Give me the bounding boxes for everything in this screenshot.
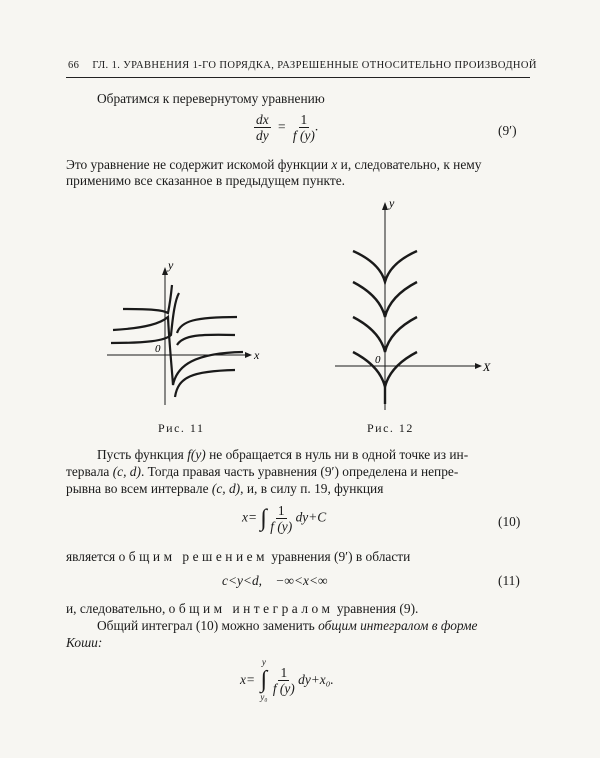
p4-a: и, следовательно, (66, 601, 166, 616)
equation-11: c<y<d, −∞<x<∞ (222, 573, 328, 588)
fig11-y-label: y (168, 258, 174, 272)
p2-l2-b: . Тогда правая часть уравнения (9′) определена и непре- (140, 464, 459, 479)
fig12-origin: 0 (375, 354, 381, 366)
page-number: 66 (68, 60, 80, 71)
fig11-curves (111, 285, 243, 397)
fig11-x-arrow (245, 352, 252, 358)
figure-11 (95, 255, 265, 415)
eq10-fraction (270, 503, 292, 534)
p4-spaced: общим интегралом (168, 601, 334, 616)
paragraph-5-line-1 (97, 617, 477, 634)
eq9-rhs-den: f (y) (292, 128, 315, 143)
paragraph-4 (66, 600, 418, 617)
fig12-x-label: X (483, 360, 491, 374)
eq9-equals: = (278, 118, 286, 134)
fig12-y-arrow (382, 202, 388, 210)
equation-9-prime (254, 112, 318, 143)
running-header (68, 60, 537, 71)
cauchy-fraction (273, 665, 295, 696)
paragraph-3 (66, 548, 410, 565)
eq9-rhs-num: 1 (300, 112, 308, 127)
eq11-number: (11) (498, 573, 520, 588)
equation-cauchy (240, 658, 334, 702)
p2-l2-a: тервала (66, 464, 110, 479)
fig11-curve-5 (177, 317, 237, 333)
eq9-lhs-num: dx (256, 112, 269, 127)
header-rule (66, 77, 530, 78)
fig12-caption: Рис. 12 (367, 421, 414, 435)
p1-a: Это уравнение не содержит искомой функции (66, 157, 328, 172)
p2-l3-a: рывна во всем интервале (66, 481, 209, 496)
running-title: ГЛ. 1. УРАВНЕНИЯ 1-ГО ПОРЯДКА, РАЗРЕШЕННЫЕ ОТНОСИТЕЛЬНО ПРОИЗВОДНОЙ (92, 60, 537, 71)
fig12-x-arrow (475, 363, 482, 369)
cauchy-lower-limit: y₀ (260, 692, 268, 702)
fig12-y-label: y (389, 196, 395, 210)
p1-b: и, следовательно, к нему (340, 157, 482, 172)
paragraph-2-line-1 (97, 446, 468, 463)
cauchy-den: f (y) (272, 680, 295, 696)
fig11-x-label: x (254, 348, 260, 362)
figure-12 (325, 195, 495, 417)
eq9-rhs-fraction (293, 112, 315, 143)
eq9-lhs-fraction (254, 112, 271, 143)
eq9-number: (9′) (498, 123, 517, 138)
fig11-curve-2 (113, 317, 243, 385)
p2-l3-cd: (c, d) (211, 481, 241, 496)
p5-a: Общий интеграл (10) можно заменить (97, 618, 315, 633)
p1-x: x (331, 157, 338, 172)
p3-a: является (66, 549, 116, 564)
p2-l1-f: f(y) (187, 447, 206, 462)
eq10-num: 1 (277, 503, 285, 518)
eq10-integral-sign: ∫ (260, 505, 267, 532)
equation-10 (242, 503, 326, 534)
cauchy-integral (260, 658, 267, 702)
p2-l3-b: , и, в силу п. 19, функция (240, 481, 384, 496)
fig11-caption: Рис. 11 (158, 421, 205, 435)
cauchy-num: 1 (280, 664, 288, 680)
cauchy-lhs: x= (240, 672, 255, 687)
cauchy-tail: dy+x₀. (298, 672, 334, 687)
eq10-lhs: x= (242, 509, 257, 525)
p3-b: уравнения (9′) в области (271, 549, 411, 564)
p2-l1-b: не обращается в нуль ни в одной точке из ин- (209, 447, 469, 462)
eq9-tail: . (314, 118, 319, 134)
paragraph-1-line-1 (66, 156, 536, 173)
cauchy-upper-limit: y (261, 657, 266, 667)
eq9-lhs-den: dy (256, 128, 269, 143)
paragraph-1-line-2: применимо все сказанное в предыдущем пункте. (66, 173, 346, 188)
p2-l1-a: Пусть функция (97, 447, 184, 462)
p5-italic-1: общим интегралом в форме (318, 618, 478, 633)
p4-b: уравнения (9). (336, 601, 419, 616)
fig11-curve-4 (175, 370, 235, 397)
paragraph-5-line-2: Коши: (66, 635, 103, 650)
intro-text: Обратимся к перевернутому уравнению (97, 91, 325, 106)
paragraph-2-line-2 (66, 463, 458, 480)
p3-spaced: общим решением (118, 549, 269, 564)
eq10-den: f (y) (270, 519, 293, 534)
paragraph-2-line-3 (66, 480, 383, 497)
eq10-tail: dy+C (295, 509, 327, 525)
p2-l2-cd: (c, d) (112, 464, 141, 479)
fig11-origin: 0 (155, 343, 161, 355)
cauchy-integral-sign: ∫ (260, 667, 268, 693)
eq10-number: (10) (498, 514, 521, 529)
fig11-curve-6 (177, 335, 235, 345)
